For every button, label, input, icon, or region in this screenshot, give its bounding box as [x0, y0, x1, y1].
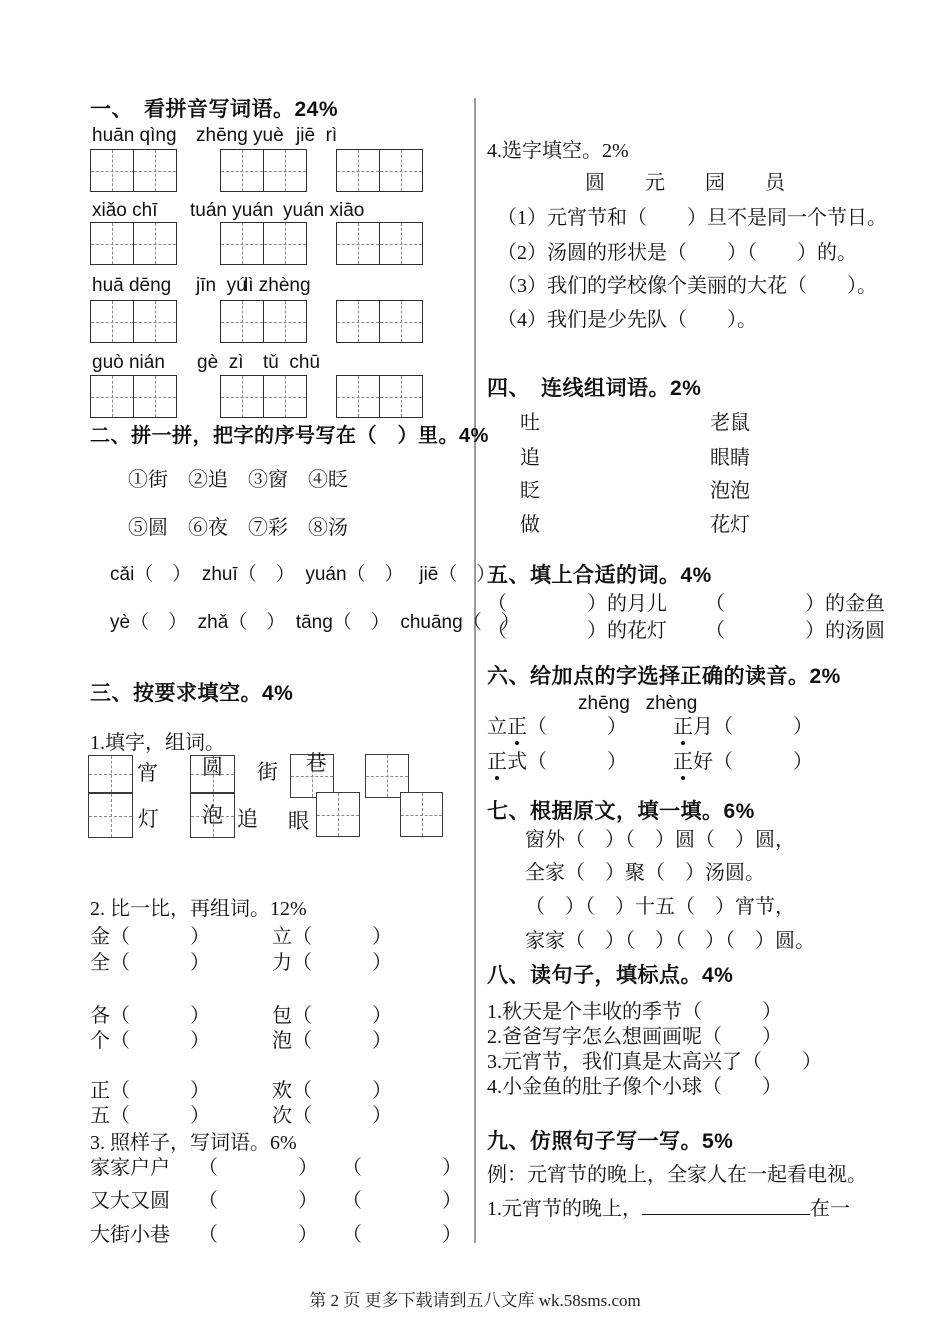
reading-item-post: 式（ ）	[507, 751, 627, 773]
section3-sub1-title: 1.填字，组词。	[90, 732, 225, 754]
section5-title: 五、填上合适的词。4%	[487, 564, 712, 587]
reading-item-post: 月（ ）	[693, 716, 813, 738]
pinyin-match-row: yè（ ） zhǎ（ ） tāng（ ） chuāng（ ）	[110, 612, 520, 633]
reading-item	[673, 715, 813, 740]
fill-box	[88, 755, 133, 793]
compare-item: 金（ ）	[90, 926, 210, 948]
section4-title: 四、 连线组词语。2%	[487, 377, 702, 400]
reading-item-post: 好（ ）	[693, 751, 813, 773]
sentence-item-pre: 1.元宵节的晚上，	[487, 1198, 642, 1220]
compare-item: 次（ ）	[272, 1105, 392, 1127]
answer-parens: （ ）	[342, 1157, 462, 1179]
answer-parens: （ ）	[198, 1224, 318, 1246]
writing-grid	[336, 300, 423, 343]
fill-phrase: （ ）的汤圆	[705, 620, 885, 642]
pinyin-word: yuán xiāo	[283, 200, 365, 221]
match-left: 吐	[520, 412, 540, 434]
punctuation-item: 1.秋天是个丰收的季节（ ）	[487, 1001, 782, 1023]
match-right: 泡泡	[710, 480, 750, 502]
reading-item-pre: 立	[487, 716, 507, 738]
fill-box	[190, 793, 235, 838]
fill-item: （1）元宵节和（ ）旦不是同一个节日。	[497, 207, 887, 229]
punctuation-item: 4.小金鱼的肚子像个小球（ ）	[487, 1076, 782, 1098]
fill-box	[190, 755, 235, 793]
char-choices: 圆 元 园 员	[585, 172, 785, 194]
writing-grid	[336, 149, 423, 192]
example-word: 大街小巷	[90, 1224, 170, 1246]
answer-blank-line	[642, 1212, 810, 1215]
pinyin-word: huā dēng	[92, 275, 172, 296]
dotted-char: 正	[673, 751, 693, 773]
fill-item: （3）我们的学校像个美丽的大花（ ）。	[497, 275, 877, 297]
match-left: 做	[520, 514, 540, 536]
sentence-item	[487, 1197, 850, 1222]
writing-grid	[336, 222, 423, 265]
cloze-line: 全家（ ）聚（ ）汤圆。	[525, 862, 765, 884]
puzzle-char-xiang: 巷	[305, 751, 327, 775]
compare-item: 正（ ）	[90, 1080, 210, 1102]
puzzle-char-xiao: 宵	[137, 761, 158, 785]
section3-title: 三、按要求填空。4%	[90, 682, 294, 705]
fill-item: （2）汤圆的形状是（ ）（ ）的。	[497, 242, 857, 264]
puzzle-char-jie: 街	[257, 760, 278, 784]
fill-phrase: （ ）的金鱼	[705, 593, 885, 615]
compare-item: 五（ ）	[90, 1105, 210, 1127]
column-divider	[474, 98, 476, 1243]
pinyin-word: guò nián	[92, 352, 165, 373]
dotted-char: 正	[487, 751, 507, 773]
compare-item: 个（ ）	[90, 1030, 210, 1052]
pinyin-word: lì zhèng	[244, 275, 311, 296]
match-right: 眼睛	[710, 447, 750, 469]
match-left: 追	[520, 447, 540, 469]
pinyin-word: tǔ chū	[263, 352, 321, 373]
compare-item: 各（ ）	[90, 1005, 210, 1027]
char-options-row: ⑤圆 ⑥夜 ⑦彩 ⑧汤	[128, 517, 348, 539]
section2-title: 二、拼一拼，把字的序号写在（ ）里。4%	[90, 425, 489, 447]
reading-item	[673, 750, 813, 775]
match-left: 眨	[520, 480, 540, 502]
fill-box	[88, 793, 133, 838]
compare-item: 包（ ）	[272, 1005, 392, 1027]
writing-grid	[220, 375, 307, 418]
section6-title: 六、给加点的字选择正确的读音。2%	[487, 665, 841, 688]
pinyin-word: xiǎo chī	[92, 200, 158, 221]
punctuation-item: 3.元宵节，我们真是太高兴了（ ）	[487, 1051, 822, 1073]
pinyin-word: jīn yú	[196, 275, 247, 296]
fill-box	[400, 792, 443, 837]
pinyin-word: huān qìng	[92, 125, 177, 146]
punctuation-item: 2.爸爸写字怎么想画画呢（ ）	[487, 1026, 782, 1048]
section3-sub3-title: 3. 照样子，写词语。6%	[90, 1132, 297, 1154]
fill-item: （4）我们是少先队（ ）。	[497, 309, 757, 331]
section7-title: 七、根据原文，填一填。6%	[487, 800, 755, 823]
puzzle-char-zhui: 追	[237, 807, 258, 831]
match-right: 花灯	[710, 514, 750, 536]
writing-grid	[90, 222, 177, 265]
section1-title: 一、 看拼音写词语。24%	[90, 98, 339, 121]
answer-parens: （ ）	[342, 1190, 462, 1212]
puzzle-char-yuan: 圆	[202, 755, 223, 779]
answer-parens: （ ）	[342, 1224, 462, 1246]
dotted-char: 正	[673, 716, 693, 738]
example-word: 家家户户	[90, 1157, 170, 1179]
pinyin-word: tuán yuán	[190, 200, 274, 221]
writing-grid	[90, 375, 177, 418]
pinyin-word: zhēng yuè	[196, 125, 284, 146]
section3-sub2-title: 2. 比一比，再组词。12%	[90, 898, 307, 920]
reading-item	[487, 750, 627, 775]
puzzle-char-deng: 灯	[138, 807, 159, 831]
pinyin-word: gè zì	[197, 352, 244, 373]
writing-grid	[336, 375, 423, 418]
fill-box	[316, 792, 360, 837]
compare-item: 欢（ ）	[272, 1080, 392, 1102]
compare-item: 力（ ）	[272, 952, 392, 974]
writing-grid	[220, 149, 307, 192]
section4fill-title: 4.选字填空。2%	[487, 140, 629, 162]
answer-parens: （ ）	[198, 1190, 318, 1212]
dotted-char: 正	[507, 716, 527, 738]
section8-title: 八、读句子，填标点。4%	[487, 964, 734, 987]
sentence-item-post: 在一	[810, 1198, 850, 1220]
cloze-line: 窗外（ ）（ ）圆（ ）圆，	[525, 829, 795, 851]
pinyin-word: jiē rì	[296, 125, 338, 146]
pinyin-match-row: cǎi（ ） zhuī（ ） yuán（ ） jiē（ ）	[110, 564, 496, 585]
answer-parens: （ ）	[198, 1157, 318, 1179]
sentence-example: 例：元宵节的晚上，全家人在一起看电视。	[487, 1164, 867, 1186]
reading-item-post: （ ）	[527, 716, 627, 738]
puzzle-char-pao: 泡	[202, 803, 223, 827]
cloze-line: （ ）（ ）十五（ ）宵节，	[525, 896, 795, 918]
match-right: 老鼠	[710, 412, 750, 434]
reading-item	[487, 715, 627, 740]
writing-grid	[90, 149, 177, 192]
fill-phrase: （ ）的花灯	[487, 620, 667, 642]
section9-title: 九、仿照句子写一写。5%	[487, 1130, 734, 1153]
compare-item: 立（ ）	[272, 926, 392, 948]
pinyin-choices: zhēng zhèng	[578, 693, 698, 714]
fill-phrase: （ ）的月儿	[487, 593, 667, 615]
char-options-row: ①街 ②追 ③窗 ④眨	[128, 469, 348, 491]
cloze-line: 家家（ ）（ ）（ ）（ ）圆。	[525, 930, 815, 952]
puzzle-char-yan: 眼	[288, 809, 309, 833]
example-word: 又大又圆	[90, 1190, 170, 1212]
page-footer: 第 2 页 更多下载请到五八文库 wk.58sms.com	[309, 1291, 641, 1310]
writing-grid	[90, 300, 177, 343]
compare-item: 全（ ）	[90, 952, 210, 974]
writing-grid	[220, 222, 307, 265]
writing-grid	[220, 300, 307, 343]
compare-item: 泡（ ）	[272, 1030, 392, 1052]
